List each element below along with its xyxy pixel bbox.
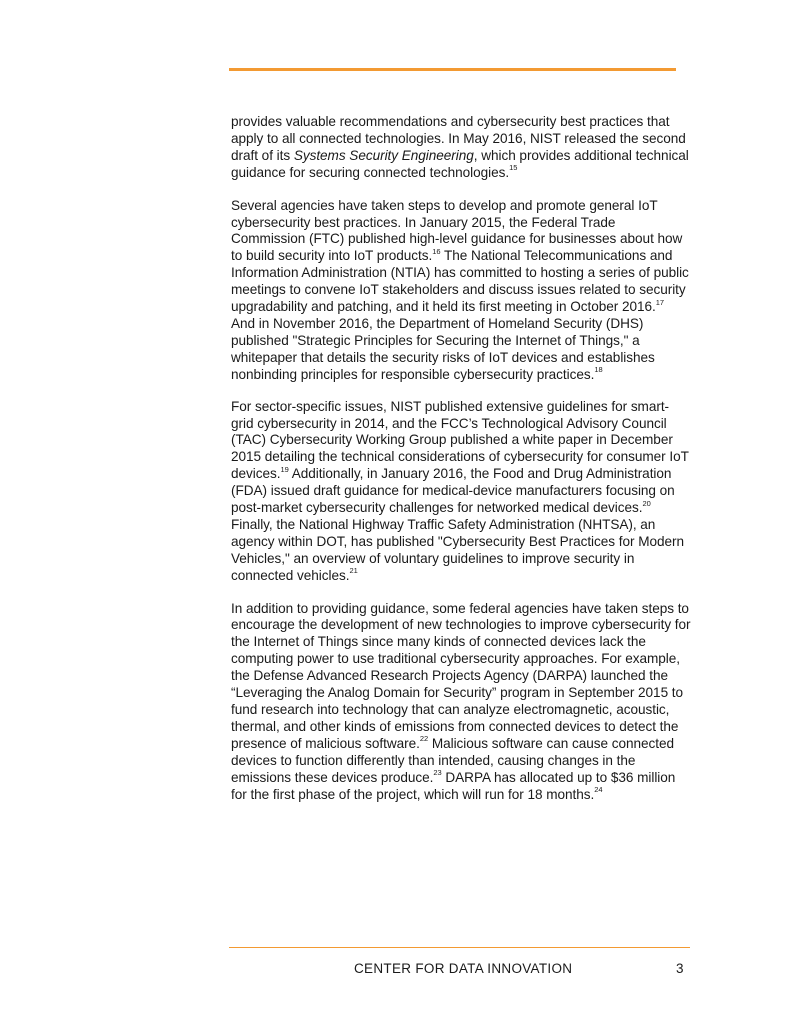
page-number: 3 [676, 961, 684, 976]
footnote-ref[interactable]: 22 [419, 734, 429, 744]
text-run: Malicious software can cause connected devices to function differently than intended, causing changes in the emissions these devices produce. [231, 735, 675, 785]
footnote-ref[interactable]: 21 [349, 566, 358, 576]
footer-rule [229, 947, 690, 948]
text-run: Finally, the National Highway Traffic Safety Administration (NHTSA), an agency within DOT, has published "Cybersecurity Best Practices for Modern Vehicles," an overview of voluntary guidelines to improve security in connected vehicles. [231, 516, 684, 583]
text-run: For sector-specific issues, NIST published extensive guidelines for smart-grid cybersecurity in 2014, and the FCC’s Technological Advisory Council (TAC) Cybersecurity Working Group published a white paper in December 2015 detailing the technical considerations of cybersecurity for consumer IoT devices. [231, 398, 689, 482]
paragraph [231, 198, 691, 384]
footnote-ref[interactable]: 15 [509, 163, 518, 173]
text-run: Additionally, in January 2016, the Food and Drug Administration (FDA) issued draft guidance for medical-device manufacturers focusing on post-market cybersecurity challenges for networked medical devices. [231, 466, 675, 516]
paragraph [231, 114, 691, 182]
footnote-ref[interactable]: 19 [280, 464, 289, 474]
text-run: DARPA has allocated up to $36 million for the first phase of the project, which will run for 18 months. [231, 769, 676, 802]
footnote-ref[interactable]: 20 [642, 498, 651, 508]
text-run: Several agencies have taken steps to develop and promote general IoT cybersecurity best practices. In January 2015, the Federal Trade Commission (FTC) published high-level guidance for businesses about how to build security into IoT products. [231, 197, 683, 264]
paragraph [231, 601, 691, 804]
text-run: The National Telecommunications and Information Administration (NTIA) has committed to hosting a series of public meetings to convene IoT stakeholders and discuss issues related to security upgradability and patching, and it held its first meeting in October 2016. [231, 248, 689, 315]
text-run: , which provides additional technical guidance for securing connected technologies. [231, 147, 689, 180]
body-text [231, 114, 691, 819]
text-run: In addition to providing guidance, some federal agencies have taken steps to encourage the development of new technologies to improve cybersecurity for the Internet of Things since many kinds of connected devices lack the computing power to use traditional cybersecurity approaches. For example, the Defense Advanced Research Projects Agency (DARPA) launched the “Leveraging the Analog Domain for Security” program in September 2015 to fund research into technology that can analyze electromagnetic, acoustic, thermal, and other kinds of emissions from connected devices to detect the presence of malicious software. [231, 600, 691, 751]
footnote-ref[interactable]: 17 [655, 297, 665, 307]
header-rule [229, 68, 676, 71]
text-run: And in November 2016, the Department of Homeland Security (DHS) published "Strategic Principles for Securing the Internet of Things," a whitepaper that details the security risks of IoT devices and establishes nonbinding principles for responsible cybersecurity practices. [231, 315, 655, 382]
footnote-ref[interactable]: 18 [594, 365, 603, 375]
paragraph [231, 399, 691, 585]
publication-title: Systems Security Engineering [293, 147, 474, 163]
footnote-ref[interactable]: 16 [432, 246, 441, 256]
text-run: provides valuable recommendations and cybersecurity best practices that apply to all connected technologies. In May 2016, NIST released the second draft of its [231, 114, 686, 163]
footer-organization: CENTER FOR DATA INNOVATION [354, 961, 573, 976]
footnote-ref[interactable]: 24 [594, 785, 603, 794]
footnote-ref[interactable]: 23 [433, 768, 442, 778]
